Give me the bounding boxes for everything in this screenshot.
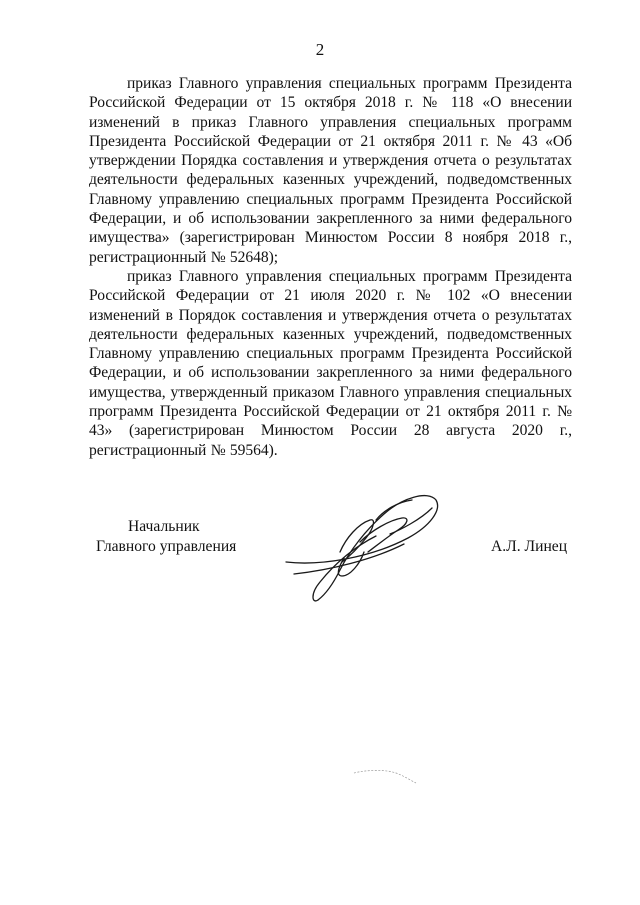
handwritten-signature (280, 490, 450, 605)
signatory-title-line-2: Главного управления (96, 538, 237, 555)
signatory-name: А.Л. Линец (491, 538, 568, 555)
paragraph-order-2018: приказ Главного управления специальных программ Президента Российской Федерации от 15 октября 2018 г. № 118 «О внесении изменений в приказ Главного управления специальных программ Президента Российской Федерации от 21 октября 2011 г. № 43 «Об утверждении Порядка составления и утверждения отчета о результатах деятельности федеральных казенных учреждений, подведомственных Главному управлению специальных программ Президента Российской Федерации, и об использовании закрепленного за ними федерального имущества» (зарегистрирован Минюстом России 8 ноября 2018 г., регистрационный № 52648); (89, 75, 572, 266)
paragraph-order-2020: приказ Главного управления специальных программ Президента Российской Федерации от 21 июля 2020 г. № 102 «О внесении изменений в Порядок составления и утверждения отчета о результатах деятельности федеральных казенных учреждений, подведомственных Главному управлению специальных программ Президента Российской Федерации, и об использовании закрепленного за ними федерального имущества, утвержденный приказом Главного управления специальных программ Президента Российской Федерации от 21 октября 2011 г. № 43» (зарегистрирован Минюстом России 28 августа 2020 г., регистрационный № 59564). (89, 267, 572, 459)
page-number: 2 (315, 40, 325, 59)
signatory-title-line-1: Начальник (128, 518, 200, 535)
scan-artifact-mark (350, 765, 420, 785)
document-body (89, 74, 572, 460)
